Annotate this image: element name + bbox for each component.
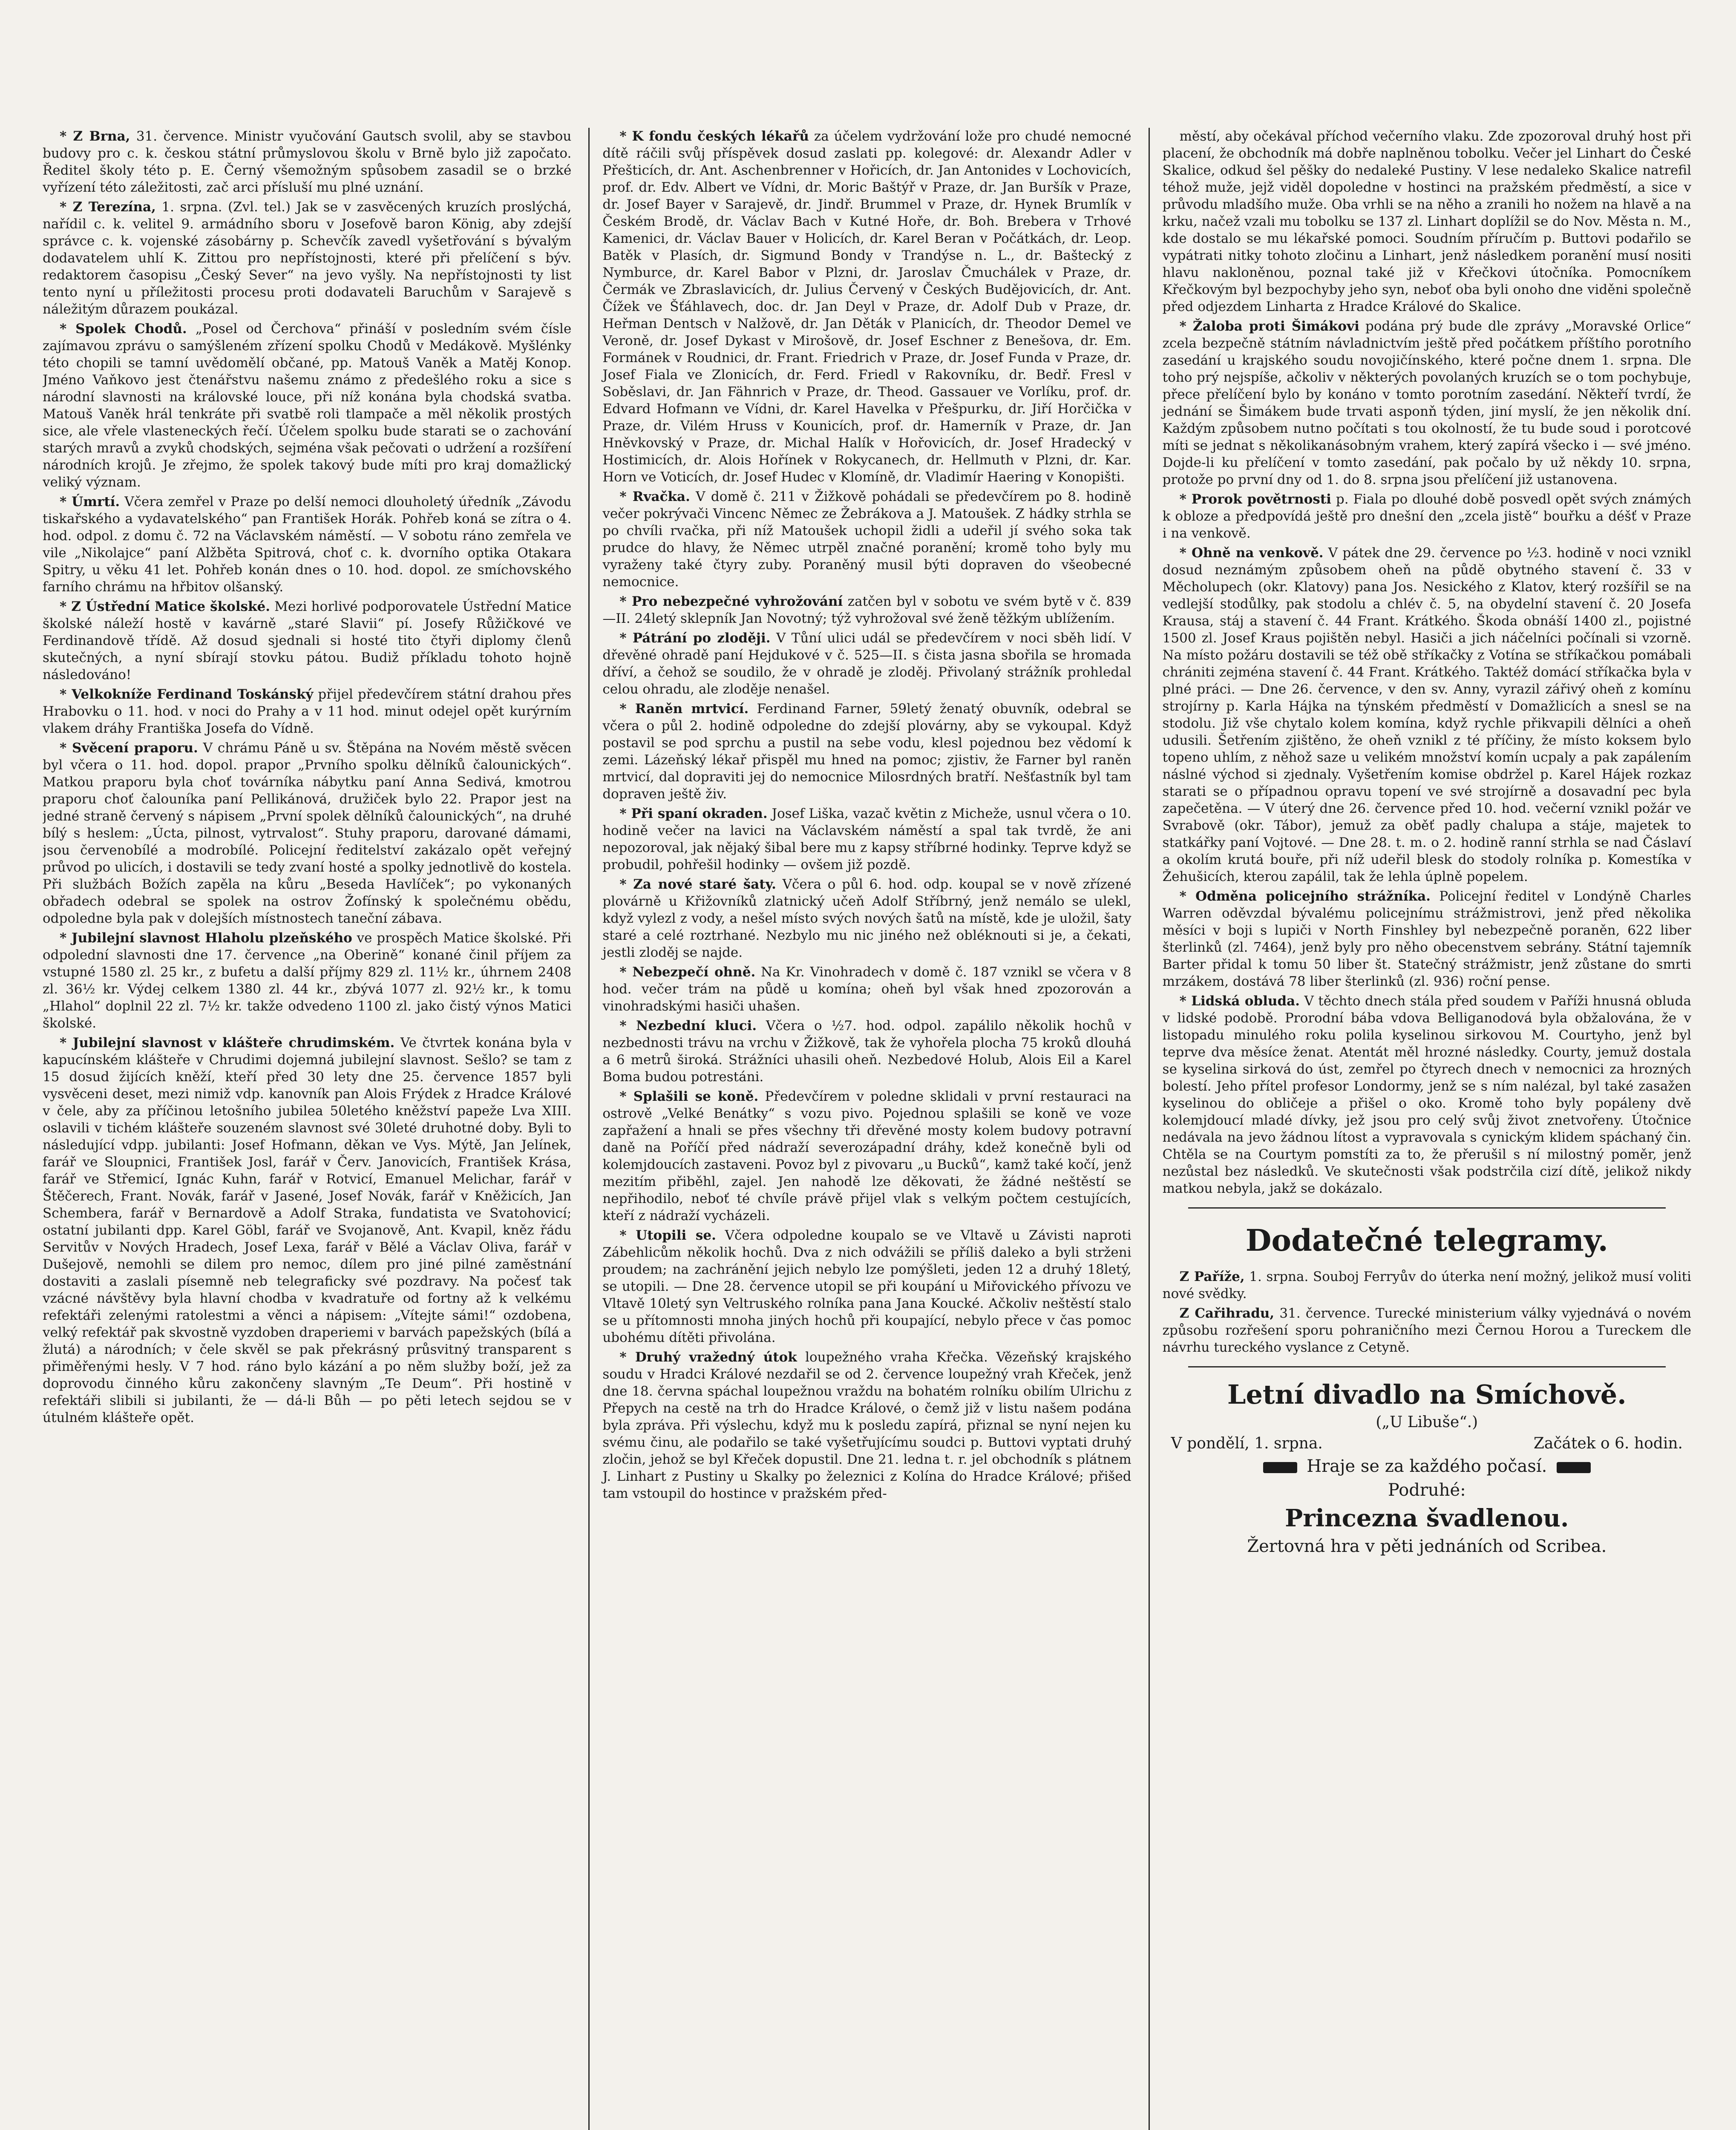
article-lead: * Raněn mrtvicí. [619,701,749,717]
article-text: Na Kr. Vinohradech v domě č. 187 vznikl se včera v 8 hod. večer trám na půdě u komína; oheň byl však hned zpozorován a vinohradskými hasiči uhašen. [602,964,1131,1014]
article-text: 31. července. Turecké ministerium války vyjednává o novém způsobu rozřešení sporu pohraničního mezi Černou Horou a Tureckem dle návrhu tureckého vyslance z Cetyně. [1162,1306,1691,1355]
article-lead: * Lidská obluda. [1179,993,1300,1009]
article-lead: * Z Brna, [60,129,130,144]
article [602,1017,1131,1085]
article [43,493,571,596]
article-lead: * Z Ústřední Matice školské. [60,599,270,614]
article-lead: * K fondu českých lékařů [619,129,809,144]
article-lead: * Nezbední kluci. [619,1018,757,1033]
article [43,686,571,737]
article-lead: * Splašili se koně. [619,1089,759,1104]
article [43,930,571,1032]
article [1163,491,1691,542]
theatre-day: V pondělí, 1. srpna. [1171,1435,1323,1452]
article-lead: * Svěcení praporu. [60,740,198,756]
divider [1188,1207,1666,1209]
article-text: Ve čtvrtek konána byla v kapucínském klášteře v Chrudimi dojemná jubilejní slavnost. Sešlo? se tam z 15 dosud žijících kněží, kteří před 30 lety dne 25. července 1857 byli vysvěceni deset, mezi nimiž vdp. kanovník pan Alois Frýdek z Hradce Králové v čele, aby za příčinou letošního jubilea 50letého kněžství papeže Lva XIII. oslavili v tichém klášteře souzeném slavnost své 30leté druhotné doby. Byli to následující vdpp. jubilanti: Josef Hofmann, děkan ve Vys. Mýtě, Jan Jelínek, farář ve Sloupnici, František Josl, farář v Červ. Janovicích, František Krása, farář ve Střemicí, Ignác Kuhn, farář v Rotvicí, Emanuel Melichar, farář v Štěčerech, Frant. Novák, farář v Jasené, Josef Novák, farář v Kněžicích, Jan Schembera, farář v Bernardově a Adolf Straka, fundatista ve Svatohovicí; ostatní jubilanti dpp. Karel Göbl, farář ve Svojanově, Ant. Kvapil, kněz řádu Servitův v Nových Hradech, Josef Lexa, farář v Bělé a Václav Oliva, farář v Dušejově, nemohli se dilem pro nemoc, dílem pro jiné pilné zaměstnání dostaviti a zaslali písemně neb telegraficky své pozdravy. Na počesť tak vzácné návštěvy byla hlavní chodba v kvadratuře od fortny až k velkému refektáři zelenými ratolestmi a věnci a nápisem: „Vítejte sámi!“ ozdobena, velký refektář pak skvostně vyzdoben draperiemi v barvách papežských (bílá a žlutá) a národních; v čele skvěl se pak překrásný průsvitný transparent s přiměřenými hesly. V 7 hod. ráno bylo kázání a po něm služby boží, jež za doprovodu činného kůru zakončeny slavným „Te Deum“. Při hostině v refektáři slibili si jubilanti, že — dá-li Bůh — po pěti letech sejdou se v útulném klášteře opět. [43,1035,572,1425]
theatre-schedule [1163,1433,1691,1454]
article-lead: * Pro nebezpečné vyhrožování [619,594,843,609]
pointing-hand-icon [1557,1462,1591,1473]
article-text: Včera odpoledne koupalo se ve Vltavě u Závisti naproti Zábehlicům několik hochů. Dva z nich odvážili se příliš daleko a byli strženi proudem; na zachránění jejich nebylo lze pomýšleti, jeden 12 a druhý 18letý, se utopili. — Dne 28. července utopil se při koupání u Miřovického přívozu ve Vltavě 10letý syn Veltruského rolníka pana Jana Koucké. Ačkoliv neštěstí stalo se u přítomnosti mnoha jiných hochů při koupající, nebylo přece v čas pomoc ubohému dítěti přivolána. [602,1228,1131,1345]
article-text: Včera zemřel v Praze po delší nemoci dlouholetý úředník „Závodu tiskařského a vydavatelského“ pan František Horák. Pohřeb koná se zítra o 4. hod. odpol. z domu č. 72 na Václavském náměstí. — V sobotu ráno zemřela ve vile „Nikolajce“ paní Alžběta Spitrová, choť c. k. dvorního optika Otakara Spitry, u věku 41 let. Pohřeb konán dnes o 10. hod. dopol. ze smíchovského farního chrámu na hřbitov olšanský. [43,494,572,595]
article-text: p. Fiala po dlouhé době posvedl opět svých známých k obloze a předpovídá ještě pro dnešní den „zcela jistě“ bouřku a déšť v Praze i na venkově. [1162,492,1691,541]
telegrams-list [1163,1268,1691,1356]
article-lead: * Z Terezína, [60,199,156,215]
article [1163,318,1691,488]
article-lead: * Spolek Chodů. [60,321,187,337]
theatre-subtitle: („U Libuše“.) [1376,1413,1478,1431]
article-lead: * Odměna policejního strážníka. [1179,889,1431,904]
pointing-hand-icon [1263,1462,1297,1473]
article [43,320,571,491]
article-lead: Z Cařihradu, [1179,1306,1275,1321]
article [602,488,1131,590]
column-3-articles [1163,128,1691,1197]
article [1163,128,1691,315]
article [602,1227,1131,1346]
theatre-note: Hraje se za každého počasí. [1307,1456,1547,1476]
article-text: V pátek dne 29. července po ½3. hodině v noci vznikl dosud neznámým způsobem oheň na půdě obytného stavení č. 33 v Měcholupech (okr. Klatovy) pana Jos. Nesického z Klatov, který rozšířil se na vedlejší stodůlky, pak stodolu a chlév č. 5, na obydelní stavení č. 20 Josefa Krausa, stáj a stavení č. 44 Frant. Krátkého. Škoda obnáší 1400 zl., pojistné 1500 zl. Josef Kraus pojištěn nebyl. Hasiči a jich náčelníci počínali si vzorně. Na místo požáru dostavili se též obě stříkačky z Votína se stříkačkou pomábali chrániti zejména stavení č. 44 Frant. Krátkého. Taktéž domácí stříkačka byla v plné práci. — Dne 26. července, v den sv. Anny, vyrazil zářivý oheň z komínu strojírny p. Karla Hájka na týnském předměstí v Domažlicích a snesl se na stodolu. Již vše chytalo kolem komína, když rychle přikvapili dělníci a oheň udusili. Šetřením zjištěno, že oheň vznikl z té příčiny, že místo koksem bylo topeno uhlím, z něhož saze u velikém množství komín ucpaly a pak zapálením náslné východ si zjednaly. Vyšetřením komise obdržel p. Karel Hájek rozkaz starati se o případnou opravu topení ve své strojírně a dosavadní pec byla zapečetěna. — V úterý dne 26. července před 10. hod. večerní vznikl požár ve Svrabově (okr. Tábor), jemuž za oběť padly chalupa a stáje, majetek to statkářky paní Vojtové. — Dne 28. t. m. o 2. hodině ranní strhla se nad Čáslaví a okolím krutá bouře, při níž udeřil blesk do stodoly rolníka p. Komestíka v Žehušicích, kterou zapálil, tak že lehla úplně popelem. [1162,545,1691,884]
article [43,199,571,318]
article [602,128,1131,486]
article-text: zatčen byl v sobotu ve svém bytě v č. 839—II. 24letý sklepník Jan Novotný; týž vyhrožoval své ženě těžkým ublížením. [602,594,1131,626]
article [43,740,571,927]
article-lead: * Rvačka. [619,489,690,504]
theatre-podruhe: Podruhé: [1388,1480,1466,1500]
article-text: 1. srpna. Souboj Ferryův do úterka není možný, jelikož musí voliti nové svědky. [1162,1269,1691,1301]
article-text: ve prospěch Matice školské. Při odpolední slavnosti dne 17. července „na Oberině“ konané činil příjem za vstupné 1580 zl. 25 kr., z bufetu a další příjmy 829 zl. 11½ kr., úhrnem 2408 zl. 36½ kr. Výdej celkem 1380 zl. 44 kr., zbývá 1077 zl. 92½ kr., k tomu „Hlahol“ doplnil 22 zl. 7½ kr. takže odvedeno 1100 zl. jako čistý výnos Matici školské. [43,930,572,1031]
theatre-title: Letní divadlo na Smíchově. [1227,1379,1627,1410]
article-lead: * Za nové staré šaty. [619,877,776,892]
article-text: Josef Liška, vazač květin z Micheže, usnul včera o 10. hodině večer na lavici na Václavském náměstí a spal tak tvrdě, že ani nepozoroval, jak nějaký šibal bere mu z kapsy stříbrné hodinky. Teprve když se probudil, pohřešil hodinky — ovšem již pozdě. [602,806,1131,872]
article-lead: * Úmrtí. [60,494,120,509]
newspaper-page [43,128,1691,2130]
article [1163,888,1691,990]
article-text: V Tůní ulici udál se předevčírem v noci sběh lidí. V dřevěné ohradě paní Hejdukové v č. 525—II. s čista jasna sbořila se hromada dříví, a čehož se soudilo, že v ohradě je zloděj. Přivolaný strážník prohledal celou ohradu, ale zloděje nenašel. [602,630,1131,697]
article-text: Včera o ½7. hod. odpol. zapálilo několik hochů v nezbednosti trávu na vrchu v Žižkově, tak že vyhořela plocha 75 kroků dlouhá a 6 metrů široká. Strážníci uhasili oheň. Nezbedové Holub, Alois Eil a Karel Boma budou potrestáni. [602,1018,1131,1085]
column-3 [1149,128,1691,2130]
article-text: podána prý bude dle zprávy „Moravské Orlice“ zcela bezpečně státním návladnictvím ještě před počátkem příštího porotního zasedání u krajského soudu novojičínského, které počne dnem 1. srpna. Dle toho prý nejspíše, ačkoliv v některých povolaných kruzích se o tom pochybuje, přece přelíčení bylo by konáno v tomto porotním zasedání. Někteří tvrdí, že jednání se Šimákem bude trvati asponň týden, jiní myslí, že jen několik dní. Každým způsobem nutno počítati s tou okolností, že tu bude soud i porotcové míti se jednat s několikanásobným vrahem, který zapírá všecko i — své jméno. Dojde-li ku přelíčení v tomto zasedání, pak počalo by už někdy 10. srpna, protože po první dny od 1. do 8. srpna jsou přelíčení již ustanovena. [1162,319,1691,487]
article-text: za účelem vydržování lože pro chudé nemocné dítě ráčili svůj příspěvek dosud zaslati pp. kolegové: dr. Alexandr Adler v Přešticích, dr. Ant. Aschenbrenner v Hořicích, dr. Jan Antonides v Lochovicích, prof. dr. Edv. Albert ve Vídni, dr. Moric Baštýř v Praze, dr. Jan Buršík v Praze, dr. Josef Bayer v Sarajevě, dr. Jindř. Brummel v Praze, dr. Hynek Brumlík v Českém Brodě, dr. Václav Bach v Kutné Hoře, dr. Boh. Brebera v Trhové Kamenici, dr. Václav Bauer v Holicích, dr. Karel Beran v Počátkách, dr. Leop. Batěk v Plasích, dr. Sigmund Bondy v Trandýse n. L., dr. Baštecký z Nymburce, dr. Karel Babor v Plzni, dr. Jaroslav Čmuchálek v Praze, dr. Čermák ve Zbraslavicích, dr. Julius Červený v Českých Budějovicích, dr. Ant. Čížek ve Šťáhlavech, doc. dr. Jan Deyl v Praze, dr. Adolf Dub v Praze, dr. Heřman Dentsch v Nalžově, dr. Jan Děták v Planicích, dr. Theodor Demel ve Veroně, dr. Josef Dykast v Mirošově, dr. Josef Eschner z Benešova, dr. Em. Formánek v Roudnici, dr. Frant. Friedrich v Praze, dr. Josef Funda v Praze, dr. Josef Fiala ve Zlonicích, dr. Ferd. Friedl v Rakovníku, dr. Bedř. Fresl v Soběslavi, dr. Jan Fähnrich v Praze, dr. Theod. Gassauer ve Vorlíku, prof. dr. Edvard Hofmann ve Vídni, dr. Karel Havelka v Přešpurku, dr. Jiří Horčička v Praze, dr. Vilém Hruss v Kounicích, prof. dr. Hamerník v Praze, dr. Jan Hněvkovský v Praze, dr. Michal Halík v Hořovicích, dr. Josef Hradecký v Hostimicích, dr. Alois Hořínek v Rokycanech, dr. Hellmuth v Plzni, dr. Kar. Horn ve Voticích, dr. Josef Hudec v Klomíně, dr. Vladimír Haering v Konopišti. [602,129,1131,485]
article [602,700,1131,803]
article-lead: * Pátrání po zloději. [619,630,771,646]
column-1 [43,128,571,2130]
article [1163,544,1691,885]
article-lead: * Utopili se. [619,1228,716,1243]
play-title: Princezna švadlenou. [1285,1504,1569,1532]
article-text: 1. srpna. (Zvl. tel.) Jak se v zasvěcených kruzích proslýchá, nařídil c. k. velitel 9. armádního sboru v Josefově baron König, aby zdejší správce c. k. vojenské zásobárny p. Schevčík zavedl vyšetřování s bývalým dodavatelem uhlí K. Zittou pro nepřístojnosti, které při přelíčení s býv. redaktorem časopisu „Český Sever“ na jevo vyšly. Na nepřístojnosti ty list tento nyní u příležitosti procesu proti dodavateli Baruchům v Sarajevě s náležitým důrazem poukázal. [43,199,572,317]
article-lead: * Velkokníže Ferdinand Toskánský [60,687,314,702]
theatre-start: Začátek o 6. hodin. [1533,1435,1683,1452]
article [1163,993,1691,1197]
article-lead: * Jubilejní slavnost v klášteře chrudimském. [60,1035,395,1051]
article-lead: * Nebezpečí ohně. [619,964,756,980]
article-lead: * Prorok povětrnosti [1179,492,1331,507]
article-text: Včera o půl 6. hod. odp. koupal se v nově zřízené plovárně u Křižovníků zlatnický učeň Adolf Stříbrný, jenž nemálo se ulekl, když vylezl z vody, a nešel místo svých nových šatů na místě, kde je uložil, šaty staré a celé roztrhané. Nezbylo mu nic jiného než obléknouti si je, a čekati, jestli zloděj se najde. [602,877,1131,960]
article-text: Policejní ředitel v Londýně Charles Warren oděvzdal bývalému policejnímu strážmistrovi, jenž před několika měsíci v boji s lupiči v North Finshley byl nebezpečně poraněn, 622 liber šterlinků (zl. 7464), jenž byly pro něho obecenstvem sebrány. Státní tajemník Barter přidal k tomu 50 liber št. Statečný strážmistr, jenž zůstane do smrti mrzákem, dostává 78 liber šterlinků (zl. 936) roční pense. [1162,889,1691,989]
article-text: 31. července. Ministr vyučování Gautsch svolil, aby se stavbou budovy pro c. k. českou státní průmyslovou školu v Brně bylo již započato. Ředitel školy této p. E. Černý všemožným spůsobem zasadil se o brzké vyřízení této záležitosti, zač arci přísluší mu plné uznání. [43,129,572,195]
article [602,876,1131,961]
article [602,630,1131,698]
article-lead: Z Paříže, [1179,1269,1245,1284]
article-lead: * Jubilejní slavnost Hlaholu plzeňského [60,930,352,946]
article-text: přijel předevčírem státní drahou přes Hrabovku o 11. hod. v noci do Prahy a v 11 hod. minut odejel opět kurýrním vlakem dráhy Františka Josefa do Vídně. [43,687,572,736]
article-lead: * Druhý vražedný útok [619,1350,797,1365]
article-text: Předevčírem v poledne sklidali v první restauraci na ostrově „Velké Benátky“ s vozu pivo. Pojednou splašili se koně ve voze zapřažení a hnali se přes všechny tři dřevěné mosty kolem budovy potravní daně na Poříčí před nádraží severozápadní dráhy, kdež konečně byli od kolemjdoucích zastaveni. Povoz byl z pivovaru „u Bucků“, kamž také kočí, jenž mezitím přiběhl, zajel. Jen nahodě lze děkovati, že žádné neštěstí se nepřihodilo, neboť té chvíle právě přijel vlak s velkým počtem cestujících, kteří z nádraží vycházeli. [602,1089,1131,1223]
article-text: V domě č. 211 v Žižkově pohádali se předevčírem po 8. hodině večer pokrývači Vincenc Němec ze Žebrákova a J. Matoušek. Z hádky strhla se po chvíli rvačka, při níž Matoušek uchopil židli a udeřil jí svého soka tak prudce do hlavy, že Němec utrpěl značné poranění; kromě toho byly mu vyraženy také čtyry zuby. Poraněný musil býti dopraven do všeobecné nemocnice. [602,489,1131,590]
article [602,593,1131,627]
article [43,1034,571,1426]
article-text: „Posel od Čerchova“ přináší v posledním svém čísle zajímavou zprávu o samýšleném zřízení spolku Chodů v Medákově. Myšlénky této chopili se tamní uvědomělí občané, pp. Matouš Vaněk a Matěj Konop. Jméno Vaňkovo jest čtenářstvu našemu známo z předešlého roku a sice s národní slavnosti na královské louce, při níž konána byla chodská svatba. Matouš Vaněk hrál tenkráte při svatbě roli tlampače a měl několik prostých sice, ale vřele vlasteneckých řečí. Účelem spolku bude starati se o zachování starých mravů a zvyků chodských, sejména však pečovati o udržení a rozšíření národních krojů. Je zřejmo, že spolek takový bude míti pro kraj domažlický veliký význam. [43,321,572,490]
article-text: Ferdinand Farner, 59letý ženatý obuvník, odebral se včera o půl 2. hodině odpoledne do zdejší plovárny, aby se vykoupal. Když postavil se pod sprchu a pustil na sebe vodu, klesl pojednou bez vědomí k zemi. Lázeňský lékař přispěl mu hned na pomoc; zjistiv, že Farner byl raněn mrtvicí, dal dopraviti jej do nemocnice Milosrdných bratří. Nešťastník byl tam dopraven ještě živ. [602,701,1131,802]
play-description: Žertovná hra v pěti jednáních od Scribea. [1247,1537,1607,1556]
telegrams-heading: Dodatečné telegramy. [1245,1223,1608,1258]
article-lead: * Žaloba proti Šimákovi [1179,319,1359,334]
article-text: V chrámu Páně u sv. Štěpána na Novém městě svěcen byl včera o 11. hod. dopol. prapor „Prvního spolku dělníků čalounických“. Matkou praporu byla choť továrníka nábytku paní Anna Sedivá, kmotrou praporu choť čalouníka paní Pellikánová, družiček bylo 22. Prapor jest na jedné straně červený s nápisem „První spolek dělníků čalounických“, na druhé bílý s heslem: „Úcta, pilnost, vytrvalost“. Stuhy praporu, darované dámami, jsou červenobílé a modrobílé. Policejní ředitelství zakázalo opět veřejný průvod po ulicích, i dostavili se tedy zvaní hosté a spolky jednotlivě do kostela. Při službách Božích zapěla na kůru „Beseda Havlíček“; po vykonaných obřadech odebral se spolek na ostrov Žofínský k společnému obědu, odpoledne byla pak v dolejších místnostech taneční zábava. [43,740,572,926]
divider [1188,1366,1666,1367]
article-text: V těchto dnech stála před soudem v Paříži hnusná obluda v lidské podobě. Prorodní bába vdova Belliganodová byla obžalována, že v listopadu minulého roku polila kyselinou sirkovou M. Courtyho, jenž byl teprve dva měsíce ženat. Atentát měl hrozné následky. Courty, jemuž dostala se kyselina sirková do úst, zemřel po čtyrech dnech v nemocnici za hrozných bolestí. Jeho přítel profesor Londormy, jenž se s ním nalézal, byl také zasažen kyselinou do obličeje a přišel o oko. Kromě toho byly popáleny dvě kolemjdoucí mladé dívky, jež jsou pro celý svůj život znetvořeny. Útočnice nedávala na jevo žádnou lítost a vypravovala s cynickým klidem spáchaný čin. Chtěla se na Courtym pomstíti za to, že přerušil s ní milostný poměr, jenž nezůstal bez následků. Ve skutečnosti však podstrčila cizí dítě, jelikož nikdy matkou nebyla, jakž se dokázalo. [1162,993,1691,1196]
article [602,1088,1131,1224]
article-text: Mezi horlivé podporovatele Ústřední Matice školské náleží hostě v kavárně „staré Slavii“ pí. Josefy Růžičkové ve Ferdinandově třídě. Až dosud sjednali si hosté tito čtyři diplomy členů skutečných, a nyní sbírají stovku pátou. Budiž příkladu tohoto hojně následováno! [43,599,572,682]
article [1163,1305,1691,1356]
article [43,598,571,683]
article [602,805,1131,873]
article-lead: * Ohně na venkově. [1179,545,1324,561]
article [602,964,1131,1015]
article [1163,1268,1691,1302]
article [602,1349,1131,1502]
article-lead: * Při spaní okraden. [619,806,768,821]
column-2 [588,128,1131,2130]
theatre-note-row [1163,1454,1691,1478]
article-text: loupežného vraha Křečka. Vězeňský krajského soudu v Hradci Králové nezdařil se od 2. července loupežný vrah Křeček, jenž dne 18. června spáchal loupežnou vraždu na bohatém rolníku obilím Ulrichu z Přepych na cestě na trh do Hradce Králové, o čemž již v listu našem podána byla zpráva. Při výslechu, když mu k posledu zapírá, přiznal se nyní nejen ku svému činu, ale podařilo se také vyšetřujícímu soudci p. Buttovi vyptati druhý zločin, jehož se byl Křeček dopustil. Dne 21. ledna t. r. jel obchodník s plátnem J. Linhart z Pustiny u Skalky po železnici z Kolína do Hradce Králové; přišed tam vstoupil do hostince v pražském před- [602,1350,1131,1501]
article [43,128,571,196]
article-text: městí, aby očekával příchod večerního vlaku. Zde zpozoroval druhý host při placení, že obchodník má dobře naplněnou tobolku. Večer jel Linhart do České Skalice, odkud šel pěšky do nedaleké Pustiny. V lese nedaleko Skalice natrefil téhož muže, jejž viděl dopoledne v hostinci na pražském předměstí, a sice v průvodu mladšího muže. Oba vrhli se na něho a zranili ho nožem na hlavě a na krku, načež vzali mu tobolku se 137 zl. Linhart doplížil se do Nov. Města n. M., kde dostalo se mu lékařské pomoci. Soudním příručím p. Buttovi podařilo se vypátrati nitky tohoto zločinu a Linhart, jenž následkem poranění musí nositi hlavu nakloněnou, poznal také již v Křečkovi útočníka. Pomocníkem Křečkovým byl bezpochyby jeho syn, neboť oba byli onoho dne viděni společně před odjezdem Linharta z Hradce Králové do Skalice. [1162,129,1691,314]
